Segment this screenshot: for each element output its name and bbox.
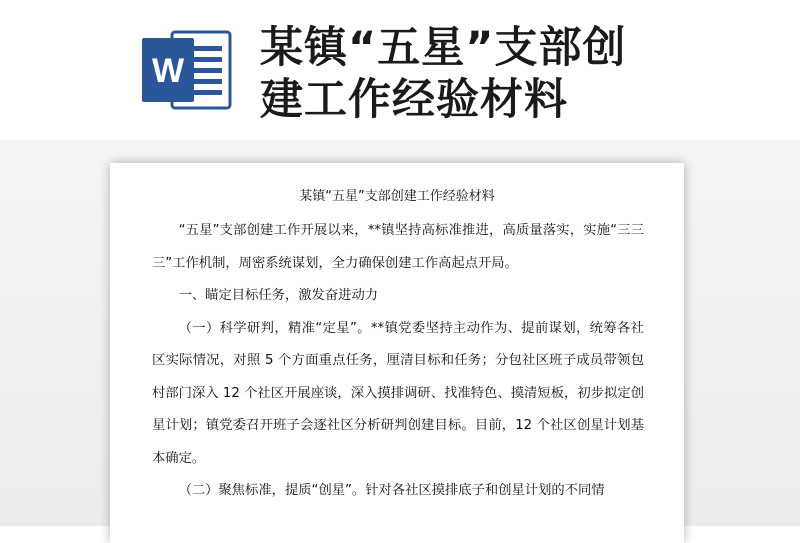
document-title: 某镇“五星”支部创建工作经验材料 (299, 189, 495, 204)
header-banner (0, 0, 800, 140)
word-document-icon (138, 26, 236, 114)
body-paragraph: “五星”支部创建工作开展以来，**镇坚持高标准推进，高质量落实，实施“三三三”工作机制，周密系统谋划，全力确保创建工作高起点开局。 (152, 223, 644, 271)
section-heading: 一、瞄定目标任务，激发奋进动力 (178, 288, 379, 303)
word-logo-letter: W (151, 52, 185, 90)
document-page (110, 163, 684, 543)
banner-title-line-2: 建工作经验材料 (260, 75, 568, 125)
banner-title-line-1: 某镇“五星”支部创 (260, 23, 627, 73)
body-paragraph: （一）科学研判，精准“定星”。**镇党委坚持主动作为、提前谋划，统筹各社区实际情况，对照 5 个方面重点任务，厘清目标和任务；分包社区班子成员带领包村部门深入 12 个社区开展座谈，深入摸排调研、找准特色、摸清短板，初步拟定创星计划；镇党委召开班子会逐社区分析研判创建目标。目前，12 个社区创星计划基本确定。 (152, 320, 644, 466)
body-paragraph: （二）聚焦标准，提质“创星”。针对各社区摸排底子和创星计划的不同情 (178, 483, 605, 498)
document-body (152, 215, 644, 508)
banner-title (260, 22, 780, 126)
